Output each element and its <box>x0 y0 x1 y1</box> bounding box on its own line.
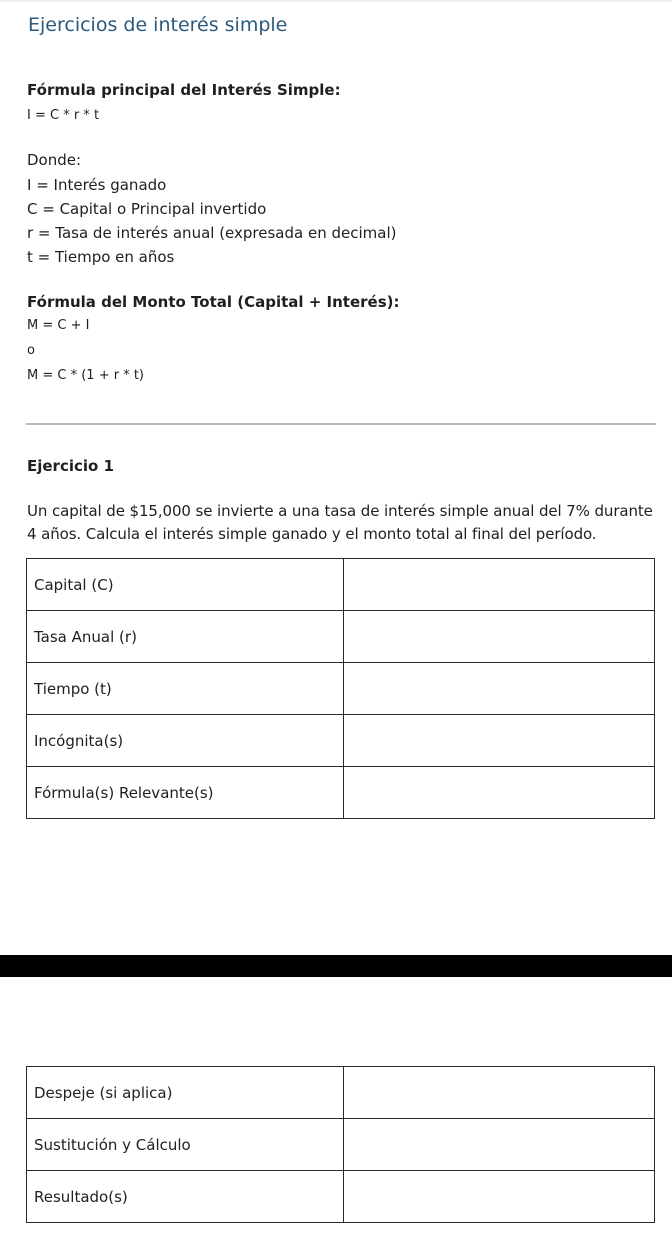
exercise-table-2 <box>26 1066 655 1223</box>
exercise-table-1 <box>26 558 655 819</box>
table-row-label: Incógnita(s) <box>27 715 344 767</box>
definition-item: t = Tiempo en años <box>27 248 175 266</box>
table-answer-cell[interactable] <box>344 611 655 663</box>
table-answer-cell[interactable] <box>344 663 655 715</box>
table-answer-cell[interactable] <box>344 767 655 819</box>
page-title: Ejercicios de interés simple <box>28 14 288 36</box>
table-row <box>27 611 655 663</box>
table-row-label: Tiempo (t) <box>27 663 344 715</box>
definition-item: r = Tasa de interés anual (expresada en decimal) <box>27 224 397 242</box>
definition-item: I = Interés ganado <box>27 176 167 194</box>
table-answer-cell[interactable] <box>344 1171 655 1223</box>
table-answer-cell[interactable] <box>344 1119 655 1171</box>
formula-principal-heading: Fórmula principal del Interés Simple: <box>27 81 341 99</box>
table-row-label: Tasa Anual (r) <box>27 611 344 663</box>
table-answer-cell[interactable] <box>344 715 655 767</box>
exercise-statement: Un capital de $15,000 se invierte a una tasa de interés simple anual del 7% durante 4 años. Calcula el interés simple ganado y el monto total al final del período. <box>27 502 653 543</box>
top-border <box>0 0 672 2</box>
definition-item: C = Capital o Principal invertido <box>27 200 267 218</box>
table-row <box>27 1119 655 1171</box>
formula-principal: I = C * r * t <box>27 108 100 123</box>
table-answer-cell[interactable] <box>344 559 655 611</box>
table-row <box>27 715 655 767</box>
table-row <box>27 663 655 715</box>
formula-monto-heading: Fórmula del Monto Total (Capital + Interés): <box>27 293 400 311</box>
divider <box>26 423 656 425</box>
table-row <box>27 559 655 611</box>
table-row <box>27 1067 655 1119</box>
page-break-bar <box>0 955 672 977</box>
exercise-heading: Ejercicio 1 <box>27 457 114 475</box>
table-row-label: Resultado(s) <box>27 1171 344 1223</box>
table-row <box>27 1171 655 1223</box>
table-answer-cell[interactable] <box>344 1067 655 1119</box>
table-row-label: Capital (C) <box>27 559 344 611</box>
table-row-label: Fórmula(s) Relevante(s) <box>27 767 344 819</box>
formula-monto-2: M = C * (1 + r * t) <box>27 368 144 383</box>
table-row <box>27 767 655 819</box>
table-row-label: Sustitución y Cálculo <box>27 1119 344 1171</box>
donde-heading: Donde: <box>27 151 82 169</box>
formula-connector: o <box>27 343 35 358</box>
table-row-label: Despeje (si aplica) <box>27 1067 344 1119</box>
formula-monto-1: M = C + I <box>27 318 90 333</box>
